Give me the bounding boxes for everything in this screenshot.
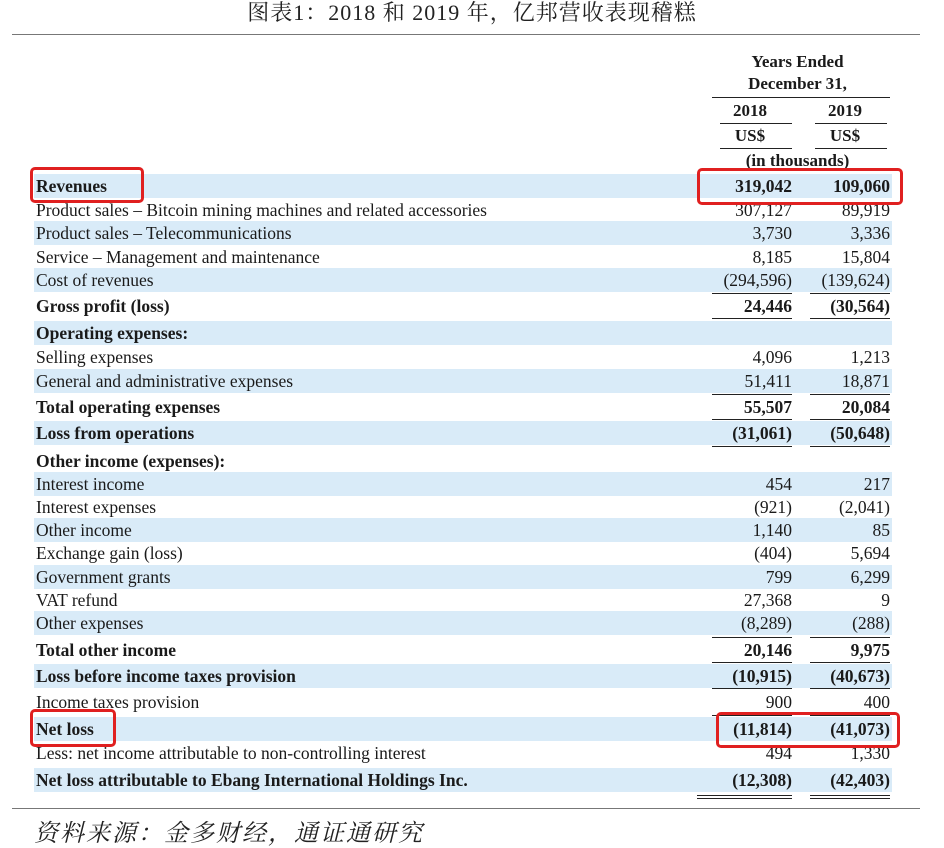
value-2019: 89,919 bbox=[841, 200, 890, 220]
highlight-netloss-values bbox=[716, 712, 900, 748]
value-2019: 20,084 bbox=[841, 397, 890, 417]
value-2018: 8,185 bbox=[752, 247, 792, 267]
total-opex-rule-2018 bbox=[712, 419, 792, 420]
row-label: Net loss attributable to Ebang International Holdings Inc. bbox=[36, 770, 468, 790]
loss-ops-rule-2018 bbox=[712, 446, 792, 447]
value-2018: (11,814) bbox=[733, 719, 792, 739]
value-2018: (31,061) bbox=[732, 423, 792, 443]
value-2018: (12,308) bbox=[732, 770, 792, 790]
value-2018: 3,730 bbox=[752, 223, 792, 243]
value-2018: (921) bbox=[754, 497, 792, 517]
highlight-revenues-label bbox=[30, 167, 144, 203]
value-2019: (42,403) bbox=[830, 770, 890, 790]
table-row bbox=[34, 664, 892, 688]
row-label: Operating expenses: bbox=[36, 323, 189, 343]
table-row bbox=[34, 421, 892, 445]
table-row bbox=[34, 518, 892, 542]
value-2018: (10,915) bbox=[732, 666, 792, 686]
row-label: Other income (expenses): bbox=[36, 451, 226, 471]
table-row bbox=[34, 321, 892, 345]
value-2019: 9 bbox=[881, 590, 890, 610]
row-label: Service – Management and maintenance bbox=[36, 247, 320, 267]
table-row bbox=[34, 395, 892, 419]
row-label: VAT refund bbox=[36, 590, 118, 610]
row-label: Selling expenses bbox=[36, 347, 154, 367]
value-2018: 319,042 bbox=[735, 176, 792, 196]
value-2019: 9,975 bbox=[850, 640, 890, 660]
value-2018: 1,140 bbox=[752, 520, 792, 540]
subtotal-rule-2019 bbox=[810, 293, 890, 294]
header-currency-2019: US$ bbox=[829, 126, 861, 145]
currency-underline-2019 bbox=[815, 148, 887, 149]
table-row bbox=[34, 221, 892, 245]
value-2018: 55,507 bbox=[743, 397, 792, 417]
table-row bbox=[34, 245, 892, 269]
value-2019: 85 bbox=[872, 520, 890, 540]
row-label: Revenues bbox=[36, 176, 107, 196]
pretax-rule-2018 bbox=[712, 688, 792, 689]
value-2018: 454 bbox=[765, 474, 792, 494]
row-label: Total operating expenses bbox=[36, 397, 221, 417]
loss-ops-rule-2019 bbox=[810, 446, 890, 447]
value-2018: 27,368 bbox=[743, 590, 792, 610]
gross-profit-rule-2018 bbox=[712, 318, 792, 319]
value-2019: 109,060 bbox=[833, 176, 890, 196]
table-row bbox=[34, 588, 892, 612]
table-row bbox=[34, 268, 892, 292]
opex-rule-2019 bbox=[810, 394, 890, 395]
other-rule-2018 bbox=[712, 637, 792, 638]
table-row bbox=[34, 690, 892, 714]
value-2019: 5,694 bbox=[850, 543, 890, 563]
final-double-rule-2018 bbox=[697, 795, 792, 799]
row-label: Interest expenses bbox=[36, 497, 157, 517]
header-units: (in thousands) bbox=[745, 151, 850, 170]
value-2018: 24,446 bbox=[743, 296, 792, 316]
value-2018: 900 bbox=[765, 692, 792, 712]
figure-title: 图表1：2018 和 2019 年，亿邦营收表现稽糕 bbox=[247, 0, 697, 25]
total-other-rule-2018 bbox=[712, 662, 792, 663]
row-label: Product sales – Bitcoin mining machines and related accessories bbox=[36, 200, 487, 220]
header-year-2019: 2019 bbox=[828, 101, 862, 120]
value-2019: 18,871 bbox=[841, 371, 890, 391]
opex-rule-2018 bbox=[712, 394, 792, 395]
value-2018: (294,596) bbox=[723, 270, 792, 290]
value-2018: 51,411 bbox=[744, 371, 792, 391]
header-underline bbox=[712, 97, 890, 98]
table-row bbox=[34, 611, 892, 635]
total-other-rule-2019 bbox=[810, 662, 890, 663]
final-double-rule-2019 bbox=[810, 795, 890, 799]
table-row bbox=[34, 472, 892, 496]
row-label: Other income bbox=[36, 520, 132, 540]
year-underline-2018 bbox=[720, 123, 792, 124]
value-2018: 20,146 bbox=[743, 640, 792, 660]
row-label: General and administrative expenses bbox=[36, 371, 294, 391]
row-label: Product sales – Telecommunications bbox=[36, 223, 292, 243]
total-opex-rule-2019 bbox=[810, 419, 890, 420]
value-2019: (40,673) bbox=[830, 666, 890, 686]
value-2018: 799 bbox=[765, 567, 792, 587]
value-2018: (8,289) bbox=[740, 613, 792, 633]
table-row bbox=[34, 768, 892, 792]
top-rule bbox=[12, 34, 920, 35]
value-2019: (41,073) bbox=[830, 719, 890, 739]
source-note: 资料来源：金多财经，通证通研究 bbox=[34, 821, 424, 847]
value-2019: (50,648) bbox=[830, 423, 890, 443]
value-2019: 400 bbox=[863, 692, 890, 712]
table-row bbox=[34, 294, 892, 318]
row-label: Total other income bbox=[36, 640, 176, 660]
value-2019: 15,804 bbox=[841, 247, 890, 267]
value-2019: 1,213 bbox=[850, 347, 890, 367]
header-currency-2018: US$ bbox=[734, 126, 766, 145]
table-row bbox=[34, 638, 892, 662]
value-2018: 4,096 bbox=[752, 347, 792, 367]
value-2018: (404) bbox=[754, 543, 792, 563]
row-label: Other expenses bbox=[36, 613, 144, 633]
row-label: Government grants bbox=[36, 567, 171, 587]
header-years-ended: Years Ended bbox=[751, 52, 844, 71]
highlight-netloss-label bbox=[30, 709, 116, 747]
value-2019: (2,041) bbox=[838, 497, 890, 517]
row-label: Loss from operations bbox=[36, 423, 195, 443]
value-2019: (30,564) bbox=[830, 296, 890, 316]
value-2019: (139,624) bbox=[821, 270, 890, 290]
row-label: Cost of revenues bbox=[36, 270, 154, 290]
table-row bbox=[34, 369, 892, 393]
year-underline-2019 bbox=[815, 123, 887, 124]
table-row bbox=[34, 495, 892, 519]
value-2018: 494 bbox=[765, 743, 792, 763]
pretax-rule-2019 bbox=[810, 688, 890, 689]
row-label: Exchange gain (loss) bbox=[36, 543, 183, 563]
table-row bbox=[34, 565, 892, 589]
row-label: Income taxes provision bbox=[36, 692, 200, 712]
gross-profit-rule-2019 bbox=[810, 318, 890, 319]
row-label: Loss before income taxes provision bbox=[36, 666, 296, 686]
header-year-2018: 2018 bbox=[733, 101, 767, 120]
table-row bbox=[34, 449, 892, 473]
subtotal-rule-2018 bbox=[712, 293, 792, 294]
other-rule-2019 bbox=[810, 637, 890, 638]
bottom-rule bbox=[12, 808, 920, 809]
table-row bbox=[34, 541, 892, 565]
value-2019: 1,330 bbox=[850, 743, 890, 763]
table-row bbox=[34, 345, 892, 369]
value-2019: (288) bbox=[852, 613, 890, 633]
value-2019: 6,299 bbox=[850, 567, 890, 587]
value-2019: 3,336 bbox=[850, 223, 890, 243]
row-label: Interest income bbox=[36, 474, 145, 494]
header-date: December 31, bbox=[748, 74, 847, 93]
highlight-revenues-values bbox=[697, 168, 903, 205]
row-label: Net loss bbox=[36, 719, 94, 739]
row-label: Less: net income attributable to non-controlling interest bbox=[36, 743, 426, 763]
row-label: Gross profit (loss) bbox=[36, 296, 170, 316]
value-2019: 217 bbox=[863, 474, 890, 494]
value-2018: 307,127 bbox=[735, 200, 792, 220]
currency-underline-2018 bbox=[720, 148, 792, 149]
